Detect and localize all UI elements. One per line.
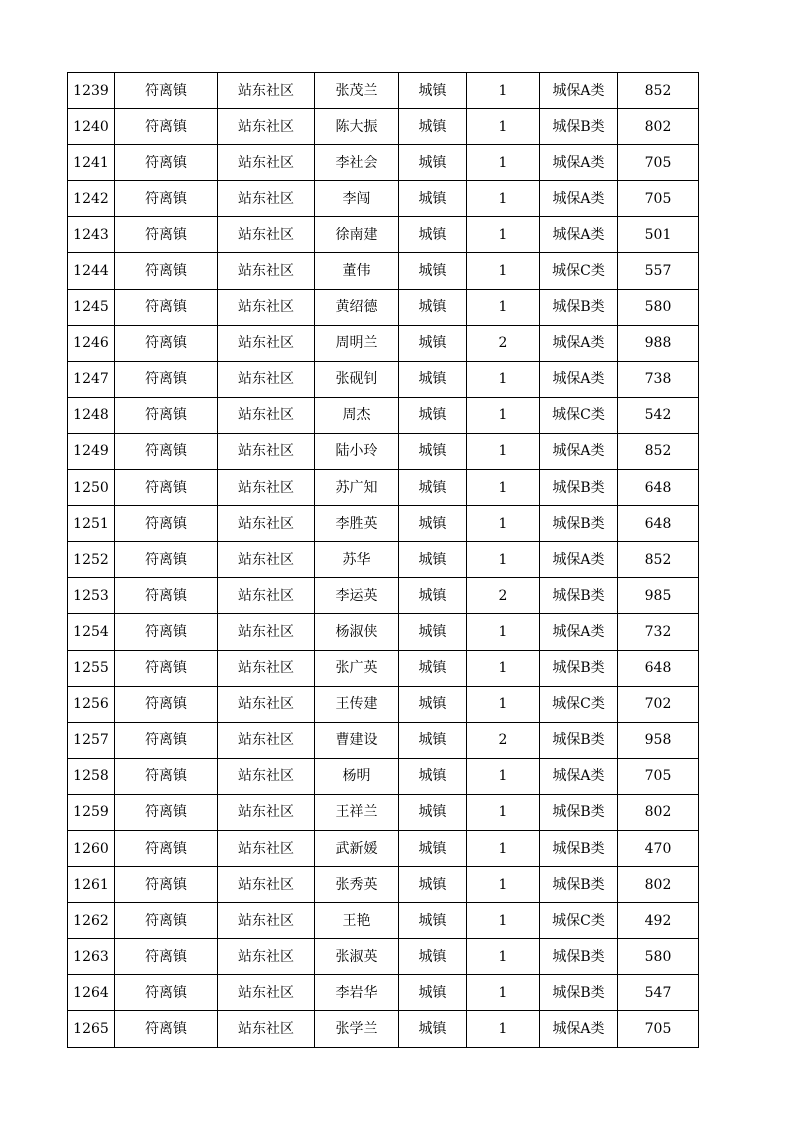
row-number-cell: 1256 [68, 686, 115, 722]
category-cell: 城保B类 [540, 650, 618, 686]
row-number-cell: 1260 [68, 830, 115, 866]
community-cell: 站东社区 [218, 253, 315, 289]
town-cell: 符离镇 [115, 181, 218, 217]
household-count-cell: 1 [467, 253, 540, 289]
town-cell: 符离镇 [115, 1011, 218, 1047]
category-cell: 城保B类 [540, 975, 618, 1011]
category-cell: 城保B类 [540, 470, 618, 506]
community-cell: 站东社区 [218, 1011, 315, 1047]
name-cell: 王祥兰 [315, 794, 399, 830]
name-cell: 张砚钊 [315, 361, 399, 397]
amount-cell: 542 [618, 397, 699, 433]
area-type-cell: 城镇 [399, 722, 467, 758]
amount-cell: 557 [618, 253, 699, 289]
row-number-cell: 1246 [68, 325, 115, 361]
name-cell: 武新媛 [315, 830, 399, 866]
area-type-cell: 城镇 [399, 867, 467, 903]
town-cell: 符离镇 [115, 975, 218, 1011]
name-cell: 周明兰 [315, 325, 399, 361]
name-cell: 李闯 [315, 181, 399, 217]
area-type-cell: 城镇 [399, 253, 467, 289]
name-cell: 李岩华 [315, 975, 399, 1011]
household-count-cell: 1 [467, 686, 540, 722]
row-number-cell: 1264 [68, 975, 115, 1011]
category-cell: 城保C类 [540, 253, 618, 289]
community-cell: 站东社区 [218, 758, 315, 794]
name-cell: 李胜英 [315, 506, 399, 542]
community-cell: 站东社区 [218, 722, 315, 758]
community-cell: 站东社区 [218, 109, 315, 145]
row-number-cell: 1249 [68, 433, 115, 469]
name-cell: 苏广知 [315, 470, 399, 506]
amount-cell: 705 [618, 1011, 699, 1047]
area-type-cell: 城镇 [399, 325, 467, 361]
town-cell: 符离镇 [115, 722, 218, 758]
row-number-cell: 1254 [68, 614, 115, 650]
table-row [68, 289, 699, 325]
category-cell: 城保A类 [540, 325, 618, 361]
household-count-cell: 1 [467, 939, 540, 975]
table-row [68, 975, 699, 1011]
household-count-cell: 1 [467, 506, 540, 542]
row-number-cell: 1244 [68, 253, 115, 289]
row-number-cell: 1257 [68, 722, 115, 758]
row-number-cell: 1243 [68, 217, 115, 253]
town-cell: 符离镇 [115, 433, 218, 469]
area-type-cell: 城镇 [399, 145, 467, 181]
row-number-cell: 1250 [68, 470, 115, 506]
household-count-cell: 1 [467, 470, 540, 506]
row-number-cell: 1242 [68, 181, 115, 217]
area-type-cell: 城镇 [399, 830, 467, 866]
town-cell: 符离镇 [115, 758, 218, 794]
category-cell: 城保B类 [540, 939, 618, 975]
area-type-cell: 城镇 [399, 578, 467, 614]
category-cell: 城保B类 [540, 867, 618, 903]
name-cell: 董伟 [315, 253, 399, 289]
community-cell: 站东社区 [218, 361, 315, 397]
community-cell: 站东社区 [218, 433, 315, 469]
row-number-cell: 1247 [68, 361, 115, 397]
household-count-cell: 1 [467, 542, 540, 578]
table-row [68, 794, 699, 830]
community-cell: 站东社区 [218, 794, 315, 830]
category-cell: 城保A类 [540, 1011, 618, 1047]
row-number-cell: 1239 [68, 73, 115, 109]
community-cell: 站东社区 [218, 830, 315, 866]
area-type-cell: 城镇 [399, 73, 467, 109]
area-type-cell: 城镇 [399, 614, 467, 650]
amount-cell: 648 [618, 470, 699, 506]
name-cell: 黄绍德 [315, 289, 399, 325]
household-count-cell: 1 [467, 145, 540, 181]
row-number-cell: 1240 [68, 109, 115, 145]
town-cell: 符离镇 [115, 361, 218, 397]
area-type-cell: 城镇 [399, 181, 467, 217]
community-cell: 站东社区 [218, 578, 315, 614]
amount-cell: 988 [618, 325, 699, 361]
amount-cell: 492 [618, 903, 699, 939]
town-cell: 符离镇 [115, 578, 218, 614]
household-count-cell: 1 [467, 433, 540, 469]
name-cell: 张广英 [315, 650, 399, 686]
table-row [68, 650, 699, 686]
town-cell: 符离镇 [115, 830, 218, 866]
table-row [68, 145, 699, 181]
name-cell: 王艳 [315, 903, 399, 939]
household-count-cell: 1 [467, 650, 540, 686]
town-cell: 符离镇 [115, 145, 218, 181]
amount-cell: 802 [618, 867, 699, 903]
table-row [68, 470, 699, 506]
town-cell: 符离镇 [115, 73, 218, 109]
amount-cell: 648 [618, 506, 699, 542]
area-type-cell: 城镇 [399, 397, 467, 433]
household-count-cell: 2 [467, 325, 540, 361]
community-cell: 站东社区 [218, 903, 315, 939]
household-count-cell: 1 [467, 614, 540, 650]
table-row [68, 542, 699, 578]
category-cell: 城保C类 [540, 686, 618, 722]
amount-cell: 852 [618, 433, 699, 469]
area-type-cell: 城镇 [399, 650, 467, 686]
area-type-cell: 城镇 [399, 506, 467, 542]
category-cell: 城保B类 [540, 289, 618, 325]
table-row [68, 506, 699, 542]
row-number-cell: 1255 [68, 650, 115, 686]
town-cell: 符离镇 [115, 109, 218, 145]
household-count-cell: 1 [467, 361, 540, 397]
amount-cell: 958 [618, 722, 699, 758]
amount-cell: 702 [618, 686, 699, 722]
household-count-cell: 1 [467, 1011, 540, 1047]
amount-cell: 802 [618, 794, 699, 830]
household-count-cell: 1 [467, 903, 540, 939]
town-cell: 符离镇 [115, 289, 218, 325]
category-cell: 城保B类 [540, 722, 618, 758]
area-type-cell: 城镇 [399, 939, 467, 975]
table-row [68, 433, 699, 469]
table-row [68, 73, 699, 109]
town-cell: 符离镇 [115, 650, 218, 686]
name-cell: 苏华 [315, 542, 399, 578]
community-cell: 站东社区 [218, 686, 315, 722]
town-cell: 符离镇 [115, 542, 218, 578]
community-cell: 站东社区 [218, 145, 315, 181]
table-row [68, 1011, 699, 1047]
community-cell: 站东社区 [218, 470, 315, 506]
name-cell: 张淑英 [315, 939, 399, 975]
community-cell: 站东社区 [218, 289, 315, 325]
amount-cell: 501 [618, 217, 699, 253]
amount-cell: 705 [618, 181, 699, 217]
name-cell: 张秀英 [315, 867, 399, 903]
category-cell: 城保A类 [540, 73, 618, 109]
area-type-cell: 城镇 [399, 903, 467, 939]
table-row [68, 686, 699, 722]
town-cell: 符离镇 [115, 867, 218, 903]
town-cell: 符离镇 [115, 614, 218, 650]
amount-cell: 648 [618, 650, 699, 686]
name-cell: 杨淑侠 [315, 614, 399, 650]
name-cell: 周杰 [315, 397, 399, 433]
area-type-cell: 城镇 [399, 975, 467, 1011]
table-row [68, 830, 699, 866]
category-cell: 城保A类 [540, 758, 618, 794]
community-cell: 站东社区 [218, 181, 315, 217]
community-cell: 站东社区 [218, 867, 315, 903]
community-cell: 站东社区 [218, 650, 315, 686]
area-type-cell: 城镇 [399, 1011, 467, 1047]
community-cell: 站东社区 [218, 397, 315, 433]
area-type-cell: 城镇 [399, 361, 467, 397]
amount-cell: 852 [618, 73, 699, 109]
amount-cell: 985 [618, 578, 699, 614]
community-cell: 站东社区 [218, 325, 315, 361]
town-cell: 符离镇 [115, 903, 218, 939]
category-cell: 城保B类 [540, 109, 618, 145]
name-cell: 李运英 [315, 578, 399, 614]
table-row [68, 939, 699, 975]
category-cell: 城保C类 [540, 397, 618, 433]
household-count-cell: 1 [467, 867, 540, 903]
row-number-cell: 1241 [68, 145, 115, 181]
category-cell: 城保A类 [540, 145, 618, 181]
amount-cell: 580 [618, 939, 699, 975]
row-number-cell: 1258 [68, 758, 115, 794]
name-cell: 陈大振 [315, 109, 399, 145]
area-type-cell: 城镇 [399, 686, 467, 722]
town-cell: 符离镇 [115, 470, 218, 506]
category-cell: 城保A类 [540, 361, 618, 397]
area-type-cell: 城镇 [399, 794, 467, 830]
area-type-cell: 城镇 [399, 542, 467, 578]
amount-cell: 470 [618, 830, 699, 866]
table-row [68, 397, 699, 433]
name-cell: 杨明 [315, 758, 399, 794]
category-cell: 城保B类 [540, 506, 618, 542]
community-cell: 站东社区 [218, 506, 315, 542]
table-row [68, 181, 699, 217]
row-number-cell: 1261 [68, 867, 115, 903]
category-cell: 城保A类 [540, 217, 618, 253]
records-table [67, 72, 699, 1048]
household-count-cell: 2 [467, 722, 540, 758]
category-cell: 城保A类 [540, 614, 618, 650]
household-count-cell: 1 [467, 758, 540, 794]
name-cell: 张学兰 [315, 1011, 399, 1047]
name-cell: 李社会 [315, 145, 399, 181]
row-number-cell: 1253 [68, 578, 115, 614]
area-type-cell: 城镇 [399, 433, 467, 469]
household-count-cell: 1 [467, 73, 540, 109]
amount-cell: 547 [618, 975, 699, 1011]
household-count-cell: 1 [467, 975, 540, 1011]
community-cell: 站东社区 [218, 614, 315, 650]
town-cell: 符离镇 [115, 939, 218, 975]
category-cell: 城保B类 [540, 794, 618, 830]
name-cell: 王传建 [315, 686, 399, 722]
community-cell: 站东社区 [218, 73, 315, 109]
name-cell: 陆小玲 [315, 433, 399, 469]
table-row [68, 109, 699, 145]
row-number-cell: 1265 [68, 1011, 115, 1047]
household-count-cell: 2 [467, 578, 540, 614]
table-row [68, 325, 699, 361]
community-cell: 站东社区 [218, 542, 315, 578]
amount-cell: 732 [618, 614, 699, 650]
table-row [68, 578, 699, 614]
table-row [68, 614, 699, 650]
household-count-cell: 1 [467, 830, 540, 866]
town-cell: 符离镇 [115, 253, 218, 289]
area-type-cell: 城镇 [399, 470, 467, 506]
household-count-cell: 1 [467, 181, 540, 217]
table-row [68, 758, 699, 794]
amount-cell: 738 [618, 361, 699, 397]
town-cell: 符离镇 [115, 686, 218, 722]
name-cell: 曹建设 [315, 722, 399, 758]
category-cell: 城保C类 [540, 903, 618, 939]
category-cell: 城保B类 [540, 578, 618, 614]
household-count-cell: 1 [467, 289, 540, 325]
table-row [68, 217, 699, 253]
town-cell: 符离镇 [115, 794, 218, 830]
table-row [68, 253, 699, 289]
row-number-cell: 1252 [68, 542, 115, 578]
household-count-cell: 1 [467, 109, 540, 145]
town-cell: 符离镇 [115, 506, 218, 542]
household-count-cell: 1 [467, 794, 540, 830]
household-count-cell: 1 [467, 217, 540, 253]
area-type-cell: 城镇 [399, 289, 467, 325]
table-row [68, 867, 699, 903]
table-body [68, 73, 699, 1048]
town-cell: 符离镇 [115, 217, 218, 253]
row-number-cell: 1262 [68, 903, 115, 939]
category-cell: 城保A类 [540, 433, 618, 469]
amount-cell: 580 [618, 289, 699, 325]
area-type-cell: 城镇 [399, 109, 467, 145]
town-cell: 符离镇 [115, 325, 218, 361]
name-cell: 张茂兰 [315, 73, 399, 109]
table-row [68, 722, 699, 758]
household-count-cell: 1 [467, 397, 540, 433]
name-cell: 徐南建 [315, 217, 399, 253]
amount-cell: 852 [618, 542, 699, 578]
category-cell: 城保A类 [540, 181, 618, 217]
area-type-cell: 城镇 [399, 217, 467, 253]
community-cell: 站东社区 [218, 975, 315, 1011]
amount-cell: 705 [618, 145, 699, 181]
area-type-cell: 城镇 [399, 758, 467, 794]
town-cell: 符离镇 [115, 397, 218, 433]
row-number-cell: 1263 [68, 939, 115, 975]
category-cell: 城保A类 [540, 542, 618, 578]
amount-cell: 705 [618, 758, 699, 794]
category-cell: 城保B类 [540, 830, 618, 866]
table-row [68, 903, 699, 939]
row-number-cell: 1248 [68, 397, 115, 433]
table-row [68, 361, 699, 397]
amount-cell: 802 [618, 109, 699, 145]
row-number-cell: 1251 [68, 506, 115, 542]
row-number-cell: 1259 [68, 794, 115, 830]
community-cell: 站东社区 [218, 939, 315, 975]
row-number-cell: 1245 [68, 289, 115, 325]
community-cell: 站东社区 [218, 217, 315, 253]
